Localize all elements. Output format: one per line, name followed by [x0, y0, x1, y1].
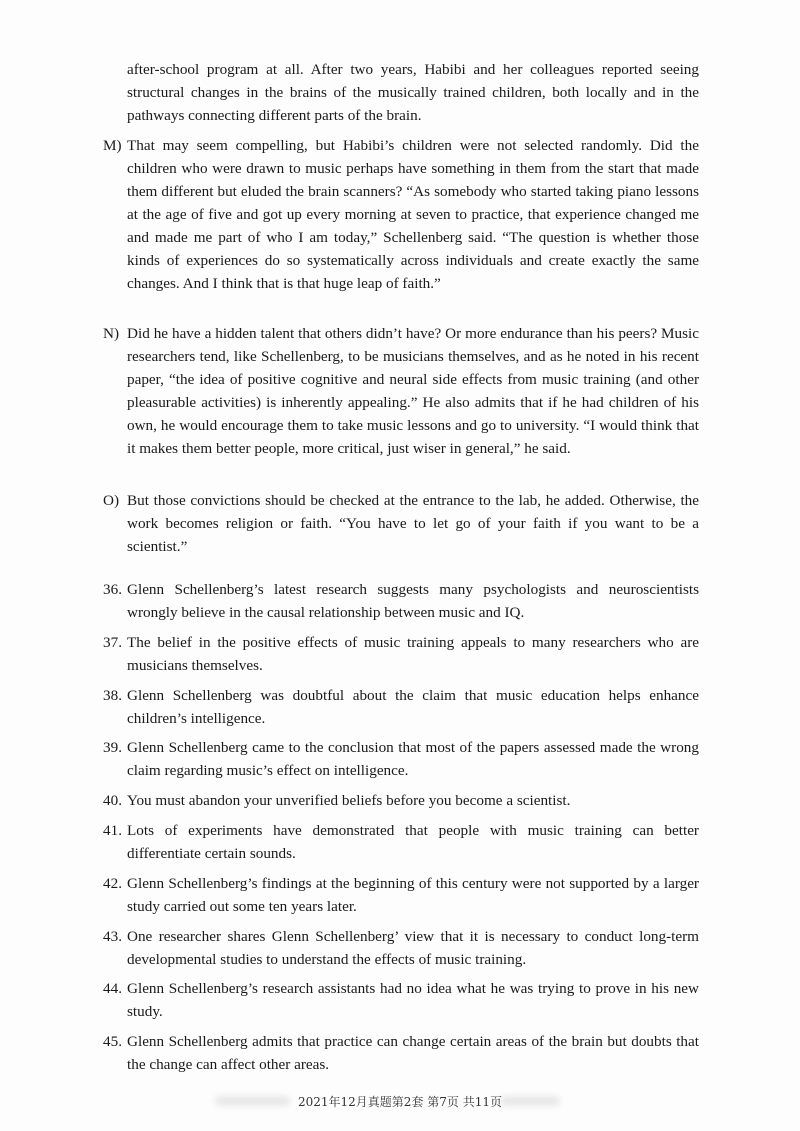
- paragraph-text: Did he have a hidden talent that others didn’t have? Or more endurance than his peers? Music researchers tend, like Schellenberg, to be musicians themselves, and as he noted in his recent paper, “the idea of positive cognitive and neural side effects from music training (and other pleasurable activities) is inherently appealing.” He also admits that if he had children of his own, he would encourage them to take music lessons and go to university. “I would think that it makes them better people, more critical, just wiser in general,” he said.: [127, 325, 699, 457]
- question-text: Glenn Schellenberg’s latest research suggests many psychologists and neuroscientists wrongly believe in the causal relationship between music and IQ.: [127, 581, 699, 621]
- paragraph-label: N): [103, 325, 120, 342]
- question-38: [103, 684, 699, 730]
- paragraph-label: M): [103, 137, 122, 154]
- question-36: [103, 578, 699, 624]
- question-number: 44.: [103, 980, 122, 997]
- paragraph-m: [103, 134, 699, 295]
- question-text: One researcher shares Glenn Schellenberg’ view that it is necessary to conduct long-term developmental studies to understand the effects of music training.: [127, 928, 699, 968]
- question-number: 38.: [103, 687, 122, 704]
- page-footer: 2021年12月真题第2套 第7页 共11页: [298, 1095, 502, 1109]
- question-text: Glenn Schellenberg’s findings at the beginning of this century were not supported by a larger study carried out some ten years later.: [127, 875, 699, 915]
- question-text: Glenn Schellenberg was doubtful about the claim that music education helps enhance children’s intelligence.: [127, 687, 699, 727]
- question-39: [103, 736, 699, 782]
- paragraph-label: O): [103, 492, 120, 509]
- question-37: [103, 631, 699, 677]
- question-text: Lots of experiments have demonstrated that people with music training can better differentiate certain sounds.: [127, 822, 699, 862]
- paragraph-text: after-school program at all. After two years, Habibi and her colleagues reported seeing structural changes in the brains of the musically trained children, both locally and in the pathways connecting different parts of the brain.: [127, 61, 699, 124]
- question-45: [103, 1030, 699, 1076]
- question-number: 40.: [103, 792, 122, 809]
- question-number: 43.: [103, 928, 122, 945]
- question-number: 41.: [103, 822, 122, 839]
- paragraph-n: [103, 322, 699, 460]
- question-number: 45.: [103, 1033, 122, 1050]
- question-number: 36.: [103, 581, 122, 598]
- question-41: [103, 819, 699, 865]
- paragraph-o: [103, 489, 699, 558]
- question-44: [103, 977, 699, 1023]
- paragraph-text: But those convictions should be checked at the entrance to the lab, he added. Otherwise, the work becomes religion or faith. “You have to let go of your faith if you want to be a scientist.”: [127, 492, 699, 555]
- question-42: [103, 872, 699, 918]
- question-number: 39.: [103, 739, 122, 756]
- question-text: Glenn Schellenberg admits that practice can change certain areas of the brain but doubts that the change can affect other areas.: [127, 1033, 699, 1073]
- question-number: 42.: [103, 875, 122, 892]
- question-text: Glenn Schellenberg came to the conclusion that most of the papers assessed made the wrong claim regarding music’s effect on intelligence.: [127, 739, 699, 779]
- question-text: The belief in the positive effects of music training appeals to many researchers who are musicians themselves.: [127, 634, 699, 674]
- question-43: [103, 925, 699, 971]
- question-text: Glenn Schellenberg’s research assistants had no idea what he was trying to prove in his new study.: [127, 980, 699, 1020]
- question-number: 37.: [103, 634, 122, 651]
- passage-continuation: [103, 58, 699, 127]
- question-40: [103, 789, 699, 812]
- question-text: You must abandon your unverified beliefs before you become a scientist.: [127, 792, 571, 809]
- paragraph-text: That may seem compelling, but Habibi’s children were not selected randomly. Did the children who were drawn to music perhaps have something in them from the start that made them different but eluded the brain scanners? “As somebody who started taking piano lessons at the age of five and got up every morning at seven to practice, that experience changed me and made me part of who I am today,” Schellenberg said. “The question is whether those kinds of experiences do so systematically across individuals and create exactly the same changes. And I think that is that huge leap of faith.”: [127, 137, 699, 292]
